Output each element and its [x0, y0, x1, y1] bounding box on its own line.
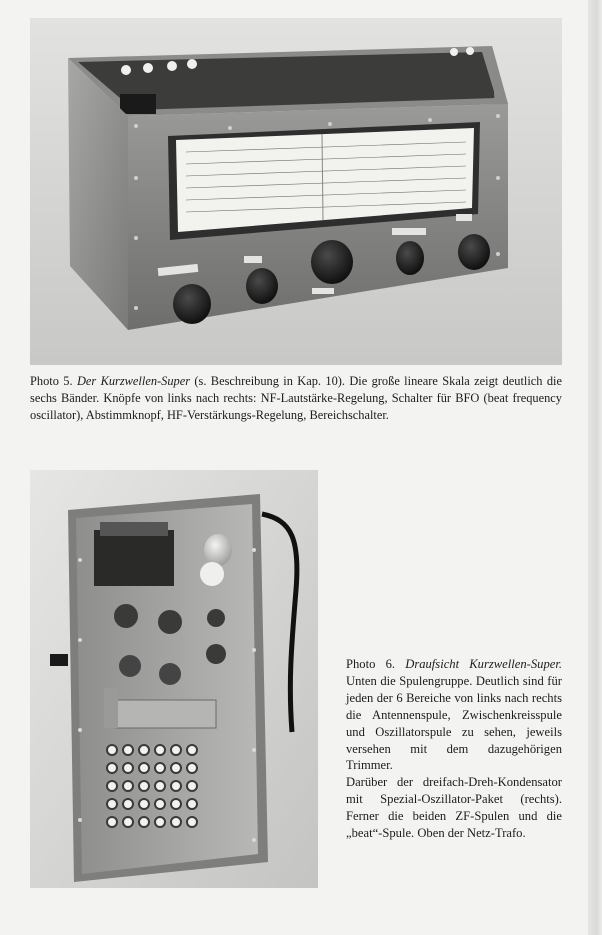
- photo-6-receiver-top-view: [30, 470, 318, 888]
- photo-5-text: (s. Beschreibung in Kap. 10). Die große lineare Skala zeigt deutlich die sechs Bänder. Knöpfe von links nach rechts: NF-Lautstärke-Regelung, Schalter für BFO (beat frequency oscillator), Abstimmknopf, HF-Verstärkungs-Regelung, Bereichschalter.: [30, 374, 562, 423]
- receiver-top-illustration: [30, 470, 318, 888]
- caption-photo-5: [30, 373, 562, 425]
- photo-5-receiver-front: [30, 18, 562, 365]
- photo-6-label: Photo 6.: [346, 657, 396, 671]
- caption-photo-6: [346, 656, 562, 842]
- photo-5-label: Photo 5.: [30, 374, 73, 388]
- caption-photo-5-paragraph: [30, 373, 562, 425]
- photo-6-text: Unten die Spulengruppe. Deutlich sind für jeden der 6 Bereiche von links nach rechts die Antennenspule, Zwischenkreisspule und Oszillatorspule zu sehen, jeweils versehen mit dem dazugehörigen Trimmer.: [346, 673, 562, 773]
- page-edge-shadow: [588, 0, 602, 935]
- receiver-front-illustration: [30, 18, 562, 365]
- caption-photo-6-paragraph-2: Darüber der dreifach-Dreh-Kondensator mit Spezial-Oszillator-Paket (rechts). Ferner die beiden ZF-Spulen und die „beat“-Spule. Oben der Netz-Trafo.: [346, 775, 562, 841]
- caption-photo-6-paragraph-1: [346, 656, 562, 774]
- photo-6-title: Draufsicht Kurzwellen-Super.: [405, 657, 562, 671]
- photo-5-title: Der Kurzwellen-Super: [76, 374, 191, 388]
